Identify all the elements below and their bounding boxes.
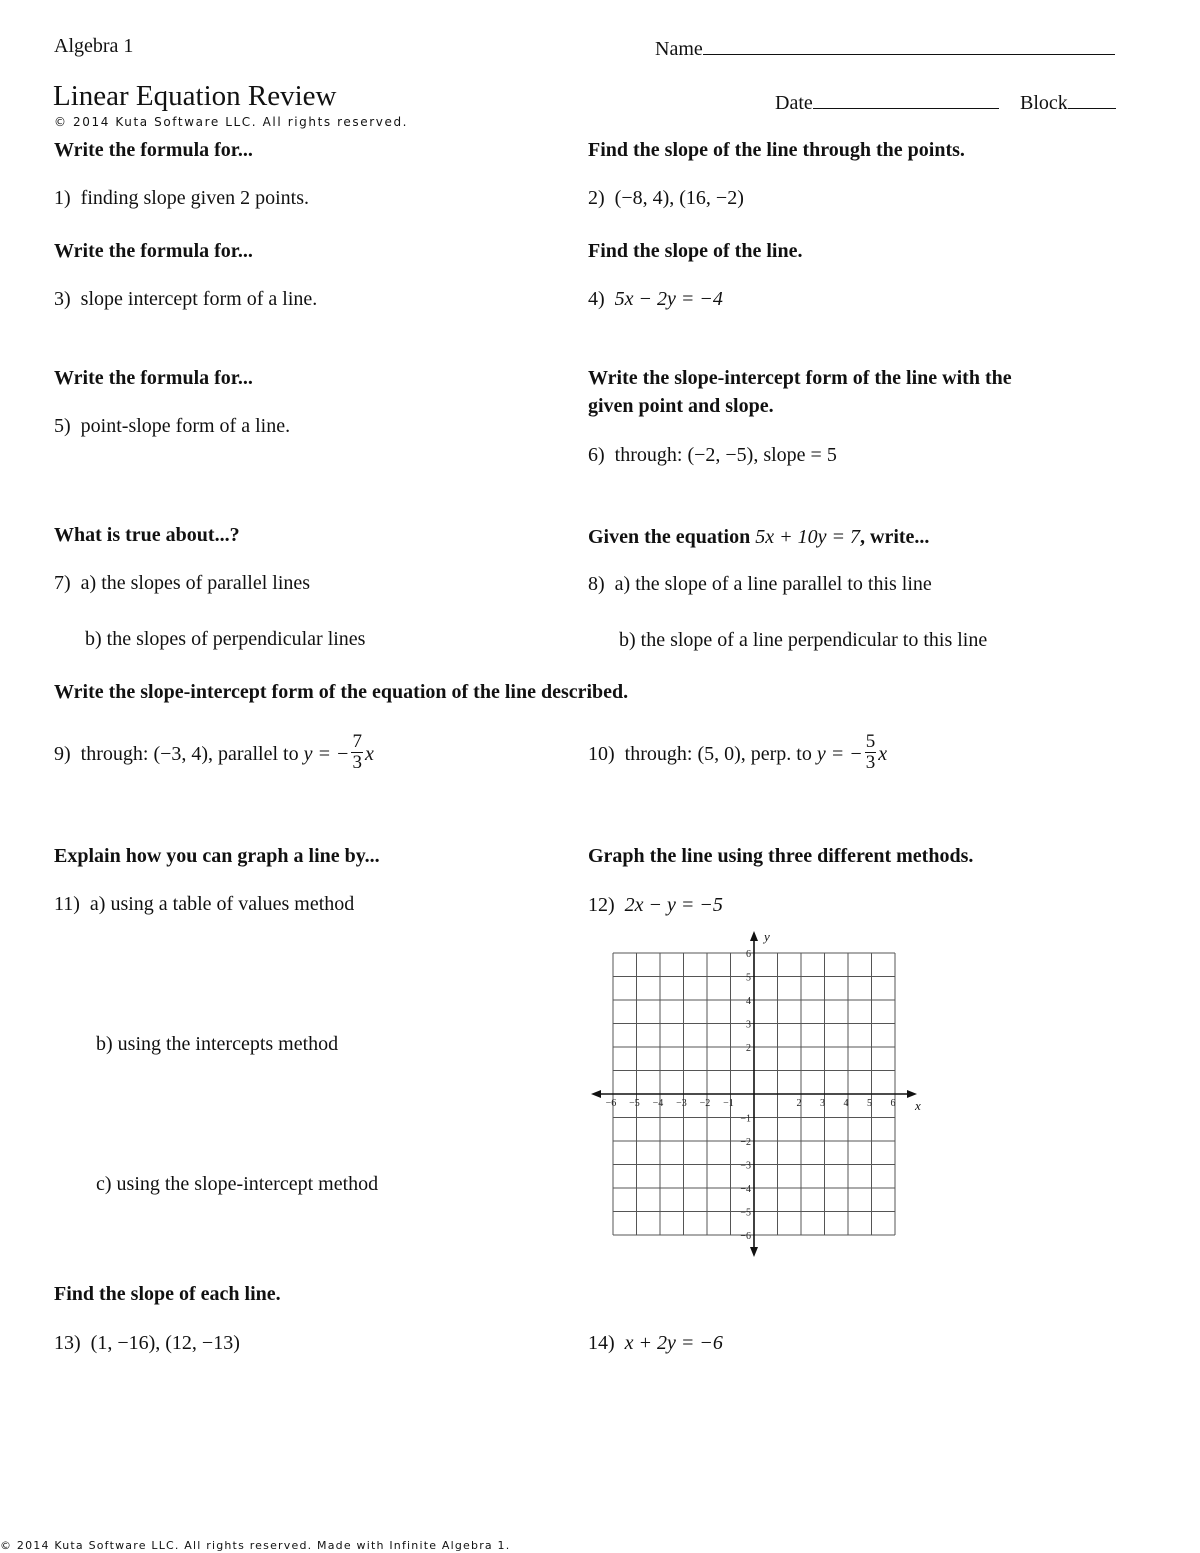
problem-5-text: point-slope form of a line.: [80, 415, 291, 437]
x-tick-label: −2: [699, 1098, 711, 1109]
problem-9-eq-lhs: y = −: [303, 743, 350, 766]
course-label: Algebra 1: [54, 35, 134, 57]
problem-1-text: finding slope given 2 points.: [80, 187, 309, 209]
section-heading-4-prefix: Given the equation: [588, 526, 751, 548]
problem-8b-text: b) the slope of a line perpendicular to this line: [619, 629, 988, 651]
section-heading-6-right: Graph the line using three different methods.: [588, 845, 974, 867]
problem-10-text: through: (5, 0), perp. to: [624, 743, 817, 766]
problem-8a: [588, 574, 932, 594]
y-tick-label: 5: [746, 972, 751, 984]
section-heading-4-equation: 5x + 10y = 7: [755, 526, 860, 548]
block-blank[interactable]: [1068, 90, 1116, 109]
problem-4-number: 4): [588, 288, 605, 310]
problem-10-eq-lhs: y = −: [816, 743, 863, 766]
problem-9-frac-num: 7: [352, 731, 362, 752]
section-heading-2-right: Find the slope of the line.: [588, 240, 803, 262]
date-field[interactable]: [775, 90, 999, 113]
problem-7-number: 7): [54, 572, 71, 594]
problem-12-text: 2x − y = −5: [624, 894, 723, 916]
coordinate-grid[interactable]: [590, 930, 930, 1260]
problem-7a: [54, 573, 310, 593]
y-tick-label: 6: [746, 949, 751, 960]
problem-5-number: 5): [54, 415, 71, 437]
problem-13-number: 13): [54, 1332, 81, 1354]
y-axis-label: y: [764, 930, 770, 944]
problem-10-frac-den: 3: [865, 751, 876, 773]
problem-8a-text: a) the slope of a line parallel to this line: [614, 573, 932, 595]
problem-8-number: 8): [588, 573, 605, 595]
problem-11-number: 11): [54, 893, 80, 915]
problem-6-text: through: (−2, −5), slope = 5: [614, 444, 837, 466]
problem-9-frac-den: 3: [352, 751, 362, 773]
problem-12: [588, 895, 723, 915]
problem-13-text: (1, −16), (12, −13): [90, 1332, 240, 1354]
problem-14: [588, 1333, 723, 1353]
problem-11b-text: b) using the intercepts method: [96, 1033, 339, 1055]
y-tick-label: 2: [746, 1043, 751, 1054]
problem-7b-text: b) the slopes of perpendicular lines: [85, 628, 366, 650]
problem-1: [54, 188, 309, 208]
y-tick-label: −2: [740, 1137, 751, 1148]
x-axis-label: x: [915, 1098, 921, 1113]
tick-labels: [606, 949, 896, 1242]
section-heading-1-left: Write the formula for...: [54, 139, 253, 161]
x-tick-label: 6: [890, 1098, 896, 1109]
problem-10-frac-num: 5: [865, 731, 876, 752]
problem-13: [54, 1333, 240, 1353]
problem-9-number: 9): [54, 743, 71, 766]
name-blank[interactable]: [703, 36, 1115, 55]
problem-12-number: 12): [588, 894, 615, 916]
block-label: Block: [1020, 92, 1068, 114]
problem-10: [588, 731, 888, 776]
problem-10-number: 10): [588, 743, 615, 766]
y-tick-label: 3: [746, 1019, 751, 1031]
problem-11a-text: a) using a table of values method: [89, 893, 355, 915]
date-label: Date: [775, 92, 813, 114]
x-tick-label: 2: [796, 1098, 802, 1109]
x-tick-label: −3: [676, 1098, 687, 1109]
section-heading-3-right-line2: given point and slope.: [588, 395, 774, 417]
y-tick-label: −3: [740, 1160, 751, 1172]
problem-4: [588, 289, 723, 309]
section-heading-4-left: What is true about...?: [54, 524, 240, 546]
name-field[interactable]: [655, 36, 1115, 59]
problem-14-number: 14): [588, 1332, 615, 1354]
section-heading-2-left: Write the formula for...: [54, 240, 253, 262]
y-tick-label: 4: [746, 996, 751, 1007]
x-tick-label: −6: [605, 1098, 617, 1109]
problem-9: [54, 731, 374, 776]
problem-6: [588, 445, 837, 465]
problem-9-text: through: (−3, 4), parallel to: [80, 743, 304, 766]
section-heading-4-suffix: , write...: [860, 526, 930, 548]
x-tick-label: −4: [652, 1098, 664, 1109]
problem-4-text: 5x − 2y = −4: [614, 288, 723, 310]
axes: [591, 931, 917, 1257]
y-tick-label: −5: [740, 1207, 751, 1219]
section-heading-4-right: [588, 527, 929, 547]
section-heading-6-left: Explain how you can graph a line by...: [54, 845, 380, 867]
problem-7a-text: a) the slopes of parallel lines: [80, 572, 311, 594]
y-tick-label: −6: [740, 1231, 751, 1242]
page-title: Linear Equation Review: [53, 80, 337, 112]
problem-3: [54, 289, 317, 309]
section-heading-7: Find the slope of each line.: [54, 1283, 281, 1305]
y-axis-arrow-up: [750, 931, 758, 941]
problem-2-number: 2): [588, 187, 605, 209]
x-tick-label: −1: [723, 1098, 734, 1109]
y-tick-label: −4: [740, 1184, 751, 1195]
block-field[interactable]: [1020, 90, 1116, 113]
x-tick-label: 5: [867, 1098, 872, 1109]
problem-11a: [54, 894, 354, 914]
section-heading-3-right-line1: Write the slope-intercept form of the line with the: [588, 367, 1012, 389]
problem-9-eq-var: x: [364, 743, 374, 766]
problem-3-number: 3): [54, 288, 71, 310]
section-heading-1-right: Find the slope of the line through the points.: [588, 139, 965, 161]
x-axis-arrow-right: [907, 1090, 917, 1098]
x-tick-label: 3: [820, 1098, 825, 1109]
problem-1-number: 1): [54, 187, 71, 209]
y-tick-label: −1: [740, 1113, 751, 1125]
problem-10-eq-var: x: [878, 743, 888, 766]
problem-3-text: slope intercept form of a line.: [80, 288, 318, 310]
name-label: Name: [655, 38, 703, 60]
section-heading-3-left: Write the formula for...: [54, 367, 253, 389]
problem-2-text: (−8, 4), (16, −2): [614, 187, 744, 209]
y-axis-arrow-down: [750, 1247, 758, 1257]
problem-9-fraction: [351, 732, 363, 773]
x-tick-label: −5: [629, 1098, 640, 1109]
problem-2: [588, 188, 744, 208]
footer-copyright: © 2014 Kuta Software LLC. All rights reserved. Made with Infinite Algebra 1.: [0, 1539, 511, 1552]
x-tick-label: 4: [843, 1098, 849, 1109]
problem-11c-text: c) using the slope-intercept method: [96, 1173, 379, 1195]
copyright-line: © 2014 Kuta Software LLC. All rights reserved.: [54, 115, 409, 129]
problem-14-text: x + 2y = −6: [624, 1332, 723, 1354]
x-axis-arrow-left: [591, 1090, 601, 1098]
problem-10-fraction: [865, 732, 877, 773]
date-blank[interactable]: [813, 90, 999, 109]
problem-5: [54, 416, 290, 436]
section-heading-5: Write the slope-intercept form of the equation of the line described.: [54, 681, 629, 703]
problem-6-number: 6): [588, 444, 605, 466]
